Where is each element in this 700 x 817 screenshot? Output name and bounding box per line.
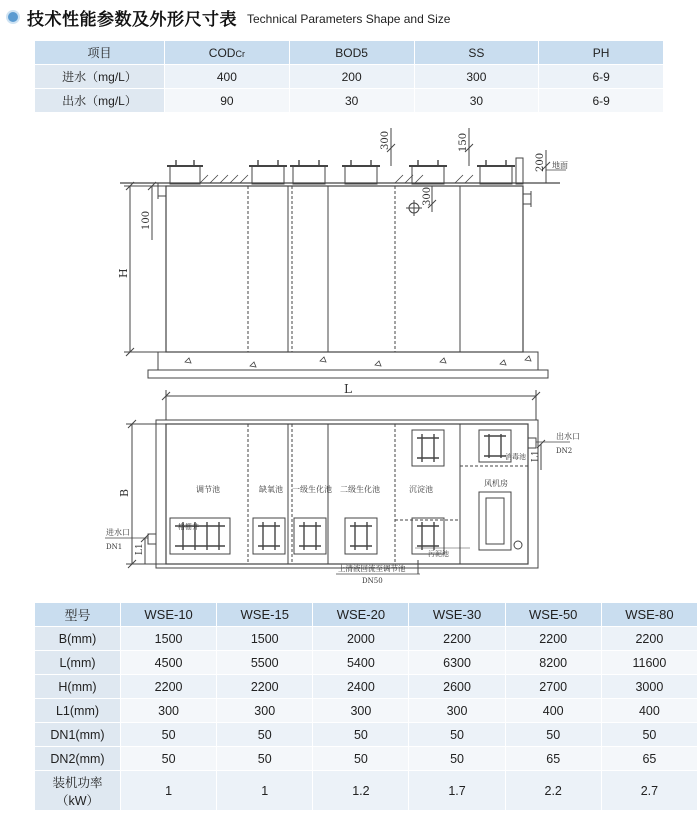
screen-label: 格栅井 [178, 523, 199, 531]
chamber-label: 缺氧池 [259, 485, 283, 494]
header-cell: CODCr [165, 41, 290, 65]
table-cell: 50 [505, 723, 601, 747]
table-cell: 2200 [217, 675, 313, 699]
table-cell: 50 [313, 747, 409, 771]
table-cell: 2600 [409, 675, 505, 699]
elevation-view [120, 128, 566, 378]
table-cell: 6-9 [539, 89, 664, 113]
row-label: L1(mm) [35, 699, 121, 723]
table-row [35, 627, 698, 651]
table-cell: 2200 [601, 627, 697, 651]
title-zh: 技术性能参数及外形尺寸表 [27, 9, 237, 30]
table-row [35, 723, 698, 747]
dim-L1-right: L1 [531, 450, 541, 462]
chamber-label: 调节池 [196, 485, 220, 494]
table-cell: 2200 [505, 627, 601, 651]
table-cell: 300 [414, 65, 539, 89]
power-unit: （kW） [55, 793, 100, 808]
table-cell: 1500 [121, 627, 217, 651]
table-cell: 2700 [505, 675, 601, 699]
table-cell: 3000 [601, 675, 697, 699]
table-cell: 5500 [217, 651, 313, 675]
table-cell: 300 [409, 699, 505, 723]
title-en: Technical Parameters Shape and Size [247, 11, 451, 26]
table-cell: 65 [601, 747, 697, 771]
header-cell: 项目 [35, 41, 165, 65]
model-spec-table [34, 602, 698, 811]
table-cell: 2400 [313, 675, 409, 699]
row-label: DN2(mm) [35, 747, 121, 771]
return-note: 上清液回流至调节池 [338, 564, 406, 573]
table-row [35, 771, 698, 811]
header-cell: BOD5 [289, 41, 414, 65]
table-cell: 300 [121, 699, 217, 723]
sludge-label: 污泥池 [428, 550, 449, 558]
table-cell: 50 [121, 723, 217, 747]
dim-300: 300 [380, 130, 391, 150]
table-row [35, 675, 698, 699]
table-cell: 2.7 [601, 771, 697, 811]
table-cell: 2000 [313, 627, 409, 651]
header-cell: WSE-10 [121, 603, 217, 627]
table-cell: 400 [601, 699, 697, 723]
table-cell: 50 [409, 723, 505, 747]
row-label [35, 771, 121, 811]
table-cell: 2.2 [505, 771, 601, 811]
table-cell: 400 [165, 65, 290, 89]
dim-300b: 300 [422, 186, 433, 206]
table-cell: 30 [289, 89, 414, 113]
header-cell: WSE-30 [409, 603, 505, 627]
table-cell: 50 [217, 723, 313, 747]
row-label: H(mm) [35, 675, 121, 699]
chamber-label: 沉淀池 [409, 485, 433, 494]
table-cell: 400 [505, 699, 601, 723]
table-cell: 50 [217, 747, 313, 771]
chamber-label: 风机房 [484, 479, 508, 488]
dim-200: 200 [535, 152, 546, 172]
return-dn: DN50 [362, 577, 383, 585]
dim-L1-left: L1 [135, 543, 145, 555]
table-cell: 50 [409, 747, 505, 771]
header-cell: WSE-80 [601, 603, 697, 627]
disinfect-label: 消毒池 [505, 453, 526, 461]
table-row [35, 651, 698, 675]
chamber-label: 一级生化池 [292, 485, 332, 494]
table-cell: 30 [414, 89, 539, 113]
table-cell: 1500 [217, 627, 313, 651]
row-label: DN1(mm) [35, 723, 121, 747]
row-label: 出水（mg/L） [35, 89, 165, 113]
outlet-dn: DN2 [556, 447, 573, 455]
dim-100: 100 [141, 210, 152, 230]
header-cell: WSE-50 [505, 603, 601, 627]
header-cell: PH [539, 41, 664, 65]
header-cell: SS [414, 41, 539, 65]
table-cell: 2200 [121, 675, 217, 699]
ground-label: 地面 [552, 161, 568, 170]
table-cell: 65 [505, 747, 601, 771]
table-header-row [35, 603, 698, 627]
chamber-label: 二级生化池 [340, 485, 380, 494]
table-cell: 6300 [409, 651, 505, 675]
row-label: B(mm) [35, 627, 121, 651]
row-label: L(mm) [35, 651, 121, 675]
dim-L: L [344, 382, 352, 396]
table-cell: 1 [121, 771, 217, 811]
table-cell: 1.2 [313, 771, 409, 811]
table-cell: 1.7 [409, 771, 505, 811]
table-cell: 50 [313, 723, 409, 747]
table-cell: 1 [217, 771, 313, 811]
header-cell: WSE-20 [313, 603, 409, 627]
table-cell: 50 [601, 723, 697, 747]
table-cell: 200 [289, 65, 414, 89]
header-cell: 型号 [35, 603, 121, 627]
power-label: 装机功率 [52, 775, 103, 790]
row-label: 进水（mg/L） [35, 65, 165, 89]
table-cell: 300 [217, 699, 313, 723]
table-cell: 4500 [121, 651, 217, 675]
table-cell: 90 [165, 89, 290, 113]
dim-B: B [118, 488, 131, 497]
table-cell: 2200 [409, 627, 505, 651]
table-cell: 5400 [313, 651, 409, 675]
inlet-dn: DN1 [106, 543, 123, 551]
dim-H: H [117, 268, 130, 278]
table-cell: 6-9 [539, 65, 664, 89]
table-row [35, 699, 698, 723]
table-cell: 8200 [505, 651, 601, 675]
header-cell: WSE-15 [217, 603, 313, 627]
table-cell: 50 [121, 747, 217, 771]
table-row [35, 747, 698, 771]
table-cell: 11600 [601, 651, 697, 675]
dim-150: 150 [458, 132, 469, 152]
inlet-label: 进水口 [106, 528, 130, 537]
outlet-label: 出水口 [556, 432, 580, 441]
table-cell: 300 [313, 699, 409, 723]
